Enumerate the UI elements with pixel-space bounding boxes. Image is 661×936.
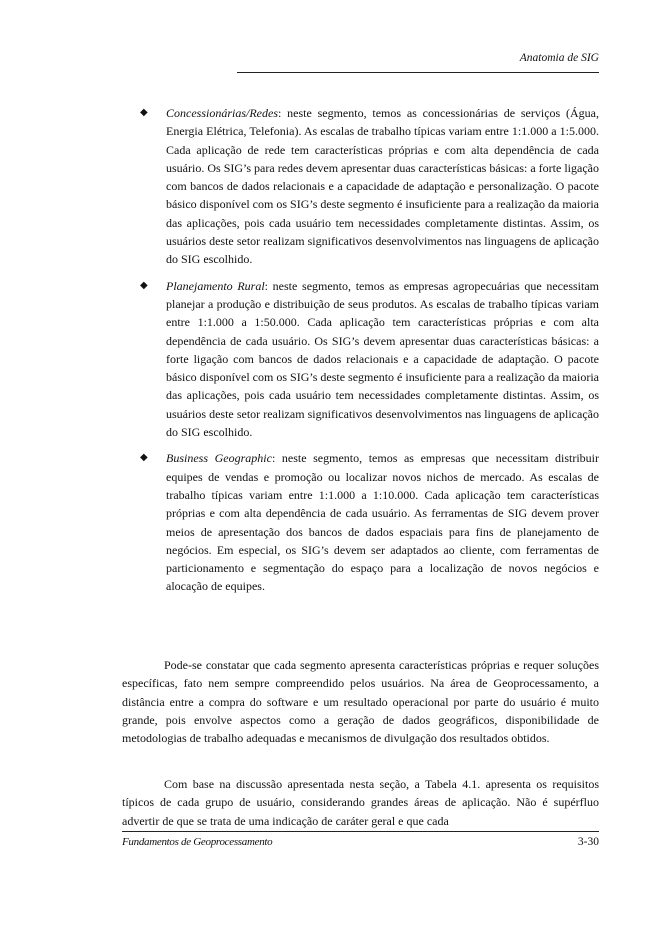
page-number: 3-30 [577, 836, 599, 848]
running-header: Anatomia de SIG [519, 52, 599, 64]
bullet-text: : neste segmento, temos as empresas agropecuárias que necessitam planejar a produção e distribuição de seus produtos. As escalas de trabalho típicas variam entre 1:1.000 a 1:50.000. Cada aplicação tem características próprias e com alta dependência de cada usuário. Os SIG’s devem apresentar duas características básicas: a forte ligação com bancos de dados relacionais e a capacidade de adaptação. O pacote básico disponível com os SIG’s deste segmento é insuficiente para a realização da maioria das aplicações, pois cada usuário tem necessidades completamente distintas. Assim, os usuários deste setor realizam significativos desenvolvimentos nas linguagens de aplicação do SIG escolhido. [166, 278, 600, 440]
bullet-term: Planejamento Rural [166, 278, 265, 293]
bullet-term: Concessionárias/Redes [166, 106, 278, 120]
list-item [136, 104, 599, 269]
bullet-text: : neste segmento, temos as concessionárias de serviços (Água, Energia Elétrica, Telefonia). As escalas de trabalho típicas variam entre 1:1.000 a 1:5.000. Cada aplicação de rede tem características próprias e com alta dependência de cada usuário. Os SIG’s para redes devem apresentar duas características básicas: a forte ligação com bancos de dados relacionais e a capacidade de adaptação e personalização. O pacote básico disponível com os SIG’s deste segmento é insuficiente para a realização da maioria das aplicações, pois cada usuário tem necessidades completamente distintas. Assim, os usuários deste setor realizam significativos desenvolvimentos nas linguagens de aplicação do SIG escolhido. [166, 106, 599, 267]
list-item [136, 449, 599, 595]
header-rule [237, 72, 599, 73]
body-paragraph: Pode-se constatar que cada segmento apresenta características próprias e requer soluções específicas, fato nem sempre compreendido pelos usuários. Na área de Geoprocessamento, a distância entre a compra do software e um resultado operacional por parte do usuário é muito grande, pois envolve aspectos como a geração de dados geográficos, disponibilidade de metodologias de trabalho adequadas e mecanismos de divulgação dos resultados obtidos. [122, 658, 599, 746]
body-paragraph: Com base na discussão apresentada nesta seção, a Tabela 4.1. apresenta os requisitos típicos de cada grupo de usuário, considerando grandes áreas de aplicação. Não é supérfluo advertir de que se trata de uma indicação de caráter geral e que cada [122, 777, 599, 828]
footer-rule [122, 831, 599, 832]
footer-book-title: Fundamentos de Geoprocessamento [122, 836, 273, 848]
bullet-icon: ◆ [140, 279, 148, 291]
bullet-icon: ◆ [140, 452, 148, 464]
list-item [136, 277, 599, 442]
bullet-text: : neste segmento, temos as empresas que necessitam distribuir equipes de vendas e promoção ou localizar novos nichos de mercado. As escalas de trabalho típicas variam entre 1:1.000 a 1:10.000. Cada aplicação tem características próprias e com alta dependência de cada usuário. As ferramentas de SIG devem prover meios de apresentação dos bancos de dados espaciais para fins de planejamento de negócios. Em especial, os SIG’s devem ser adaptados ao cliente, com ferramentas de particionamento e segmentação do espaço para a localização de novos negócios e alocação de equipes. [166, 451, 600, 594]
bullet-icon: ◆ [140, 107, 148, 118]
bullet-list [136, 104, 599, 604]
bullet-term: Business Geographic [166, 451, 272, 466]
